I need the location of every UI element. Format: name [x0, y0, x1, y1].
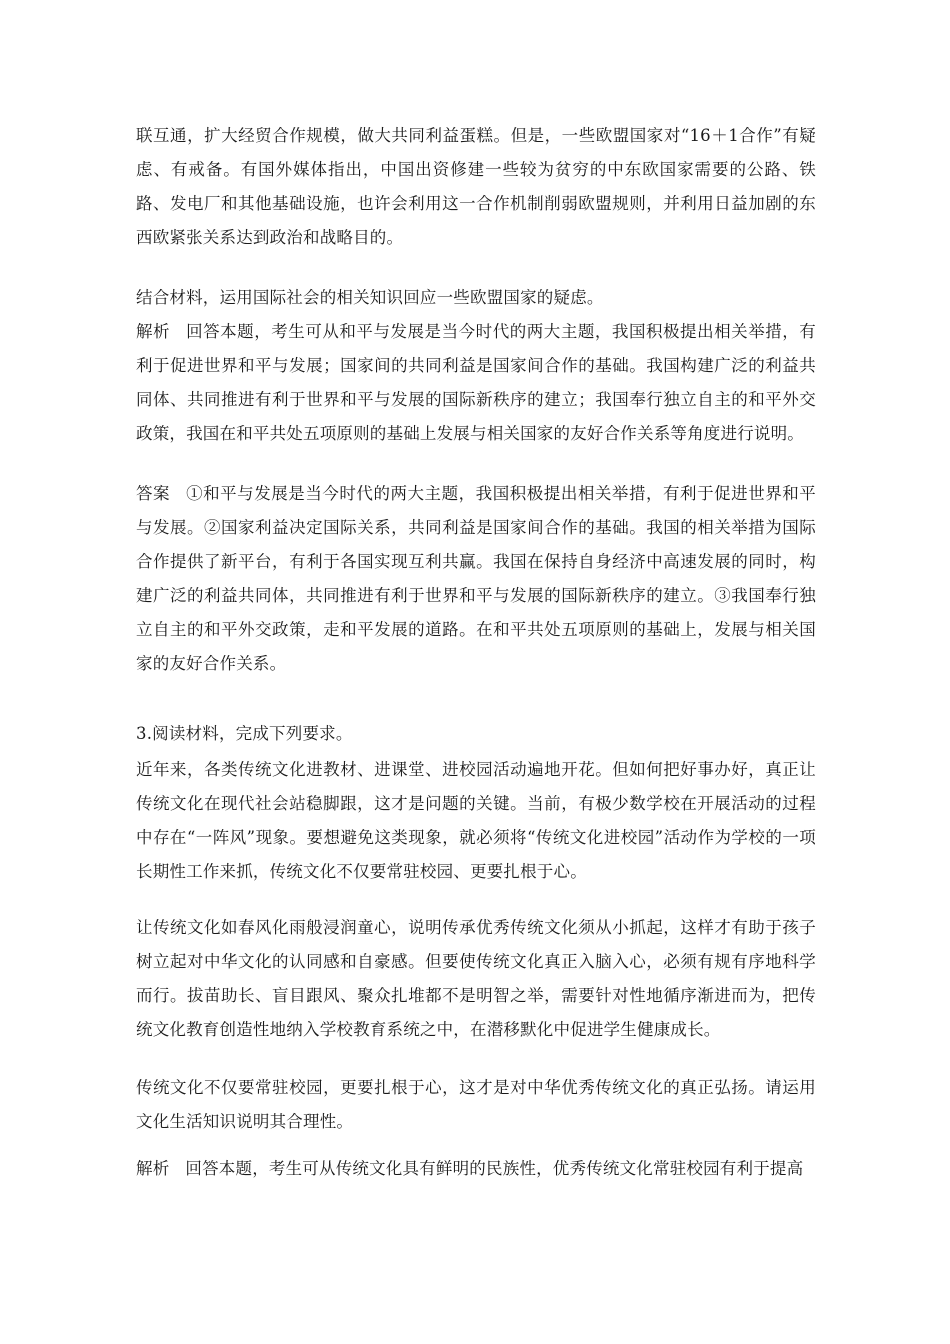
question-text: 结合材料，运用国际社会的相关知识回应一些欧盟国家的疑虑。	[136, 288, 604, 307]
analysis-text: 回答本题，考生可从和平与发展是当今时代的两大主题，我国积极提出相关举措，有利于促进世界和平与发展；国家间的共同利益是国家间合作的基础。我国构建广泛的利益共同体、共同推进有利于世界和平与发展的国际新秩序的建立；我国奉行独立自主的和平外交政策，我国在和平共处五项原则的基础上发展与相关国家的友好合作关系等角度进行说明。	[136, 322, 816, 443]
analysis-label: 解析	[136, 322, 171, 341]
analysis-label-2: 解析	[136, 1159, 170, 1178]
question-prompt	[136, 281, 816, 315]
question-prompt-2	[136, 1071, 816, 1139]
material-paragraph	[136, 119, 816, 255]
analysis-text-2: 回答本题，考生可从传统文化具有鲜明的民族性，优秀传统文化常驻校园有利于提高	[185, 1159, 804, 1178]
question-text-2: 传统文化不仅要常驻校园，更要扎根于心，这才是对中华优秀传统文化的真正弘扬。请运用文化生活知识说明其合理性。	[136, 1078, 816, 1131]
answer-text: ①和平与发展是当今时代的两大主题，我国积极提出相关举措，有利于促进世界和平与发展。②国家利益决定国际关系，共同利益是国家间合作的基础。我国的相关举措为国际合作提供了新平台，有利于各国实现互利共赢。我国在保持自身经济中高速发展的同时，构建广泛的利益共同体，共同推进有利于世界和平与发展的国际新秩序的建立。③我国奉行独立自主的和平外交政策，走和平发展的道路。在和平共处五项原则的基础上，发展与相关国家的友好合作关系。	[136, 484, 816, 673]
answer-paragraph	[136, 477, 816, 681]
question-number-text: 3.阅读材料，完成下列要求。	[136, 724, 353, 743]
material-paragraph-2	[136, 753, 816, 889]
material-text-3: 让传统文化如春风化雨般浸润童心，说明传承优秀传统文化须从小抓起，这样才有助于孩子树立起对中华文化的认同感和自豪感。但要使传统文化真正入脑入心，必须有规有序地科学而行。拔苗助长、盲目跟风、聚众扎堆都不是明智之举，需要针对性地循序渐进而为，把传统文化教育创造性地纳入学校教育系统之中，在潜移默化中促进学生健康成长。	[136, 918, 816, 1039]
answer-label: 答案	[136, 484, 171, 503]
material-text-2: 近年来，各类传统文化进教材、进课堂、进校园活动遍地开花。但如何把好事办好，真正让传统文化在现代社会站稳脚跟，这才是问题的关键。当前，有极少数学校在开展活动的过程中存在“一阵风”现象。要想避免这类现象，就必须将“传统文化进校园”活动作为学校的一项长期性工作来抓，传统文化不仅要常驻校园、更要扎根于心。	[136, 760, 816, 881]
material-paragraph-3	[136, 911, 816, 1047]
analysis-paragraph	[136, 315, 816, 451]
material-text: 联互通，扩大经贸合作规模，做大共同利益蛋糕。但是，一些欧盟国家对“16＋1合作”有疑虑、有戒备。有国外媒体指出，中国出资修建一些较为贫穷的中东欧国家需要的公路、铁路、发电厂和其他基础设施，也许会利用这一合作机制削弱欧盟规则，并利用日益加剧的东西欧紧张关系达到政治和战略目的。	[136, 126, 816, 247]
question-heading	[136, 717, 816, 751]
analysis-paragraph-2	[136, 1152, 816, 1186]
